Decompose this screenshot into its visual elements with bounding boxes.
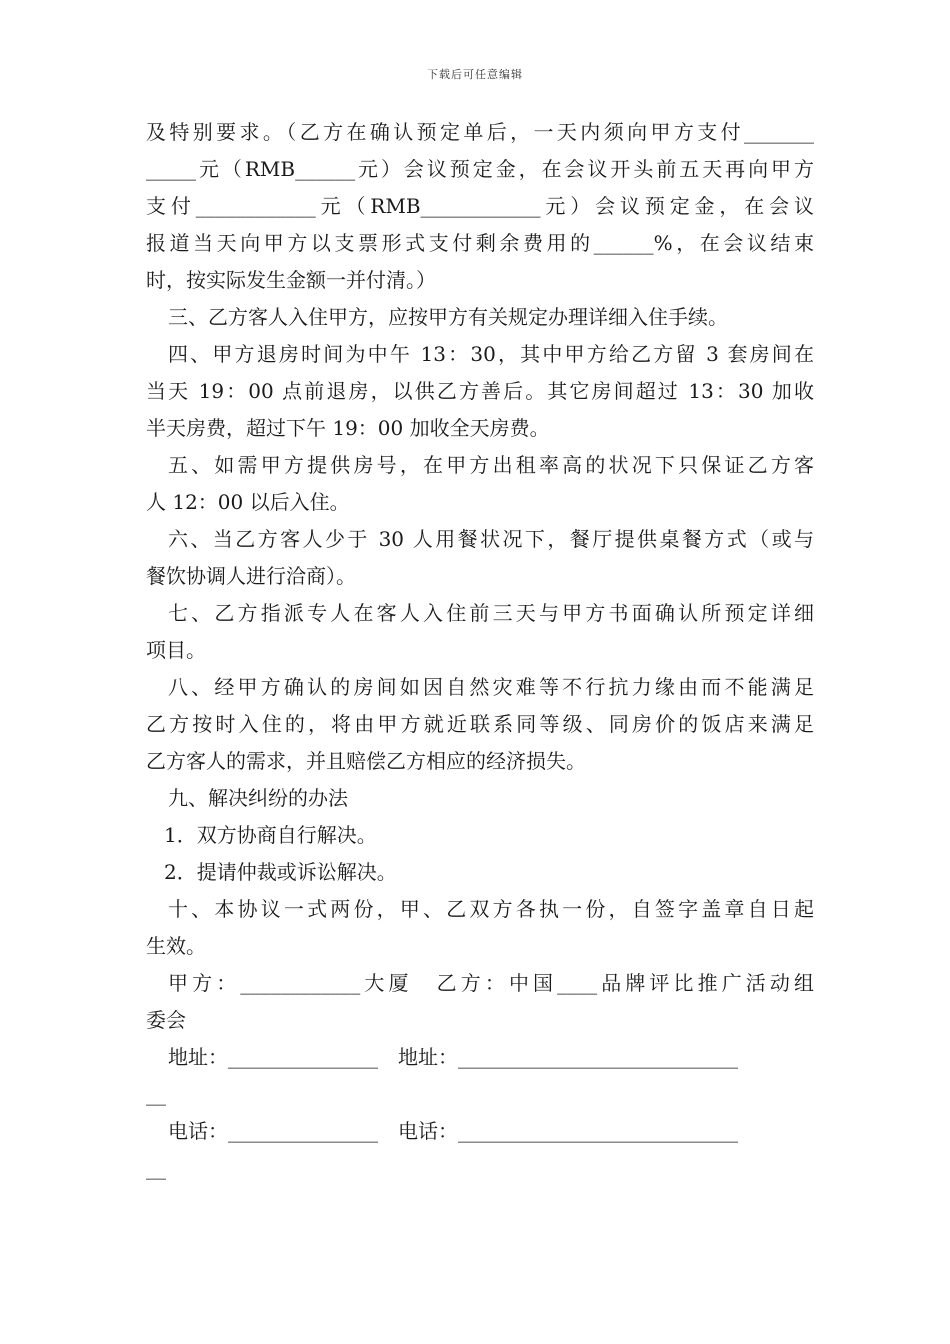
clause-10: 十、本协议一式两份，甲、乙双方各执一份，自签字盖章自日起	[168, 897, 814, 921]
party-signature-line: 甲方：____________大厦 乙方：中国____品牌评比推广活动组	[168, 971, 814, 995]
text-line: 人 12：00 以后入住。	[146, 490, 350, 514]
text-line: __	[146, 1082, 166, 1106]
page-header: 下载后可任意编辑	[427, 68, 523, 81]
document-body	[146, 114, 814, 1187]
text-line: 生效。	[146, 934, 206, 958]
clause-5: 五、如需甲方提供房号，在甲方出租率高的状况下只保证乙方客	[168, 453, 814, 477]
clause-4: 四、甲方退房时间为中午 13：30，其中甲方给乙方留 3 套房间在	[168, 342, 814, 366]
text-line: 半天房费，超过下午 19：00 加收全天房费。	[146, 416, 550, 440]
phone-line: 电话：_______________ 电话：____________________________	[168, 1119, 738, 1143]
text-line: 餐饮协调人进行洽商）。	[146, 564, 356, 588]
text-line: 时，按实际发生金额一并付清。）	[146, 268, 436, 292]
clause-7: 七、乙方指派专人在客人入住前三天与甲方书面确认所预定详细	[168, 601, 814, 625]
clause-3: 三、乙方客人入住甲方，应按甲方有关规定办理详细入住手续。	[168, 305, 728, 329]
text-line: 支付____________元（RMB____________元）会议预定金，在会议	[146, 194, 814, 218]
text-line: 委会	[146, 1008, 186, 1032]
text-line: 报道当天向甲方以支票形式支付剩余费用的______%，在会议结束	[146, 231, 814, 255]
list-item: 2．提请仲裁或诉讼解决。	[164, 860, 397, 884]
clause-6: 六、当乙方客人少于 30 人用餐状况下，餐厅提供桌餐方式（或与	[168, 527, 814, 551]
clause-9: 九、解决纠纷的办法	[168, 786, 348, 810]
text-line: 乙方客人的需求，并且赔偿乙方相应的经济损失。	[146, 749, 586, 773]
text-line: _____元（RMB______元）会议预定金，在会议开头前五天再向甲方	[146, 157, 814, 181]
text-line: __	[146, 1156, 166, 1180]
text-line: 乙方按时入住的，将由甲方就近联系同等级、同房价的饭店来满足	[146, 712, 814, 736]
clause-8: 八、经甲方确认的房间如因自然灾难等不行抗力缘由而不能满足	[168, 675, 814, 699]
text-line: 项目。	[146, 638, 206, 662]
text-line: 及特别要求。（乙方在确认预定单后，一天内须向甲方支付_______	[146, 120, 814, 144]
text-line: 当天 19：00 点前退房，以供乙方善后。其它房间超过 13：30 加收	[146, 379, 814, 403]
list-item: 1．双方协商自行解决。	[164, 823, 377, 847]
address-line: 地址：_______________ 地址：____________________________	[168, 1045, 738, 1069]
